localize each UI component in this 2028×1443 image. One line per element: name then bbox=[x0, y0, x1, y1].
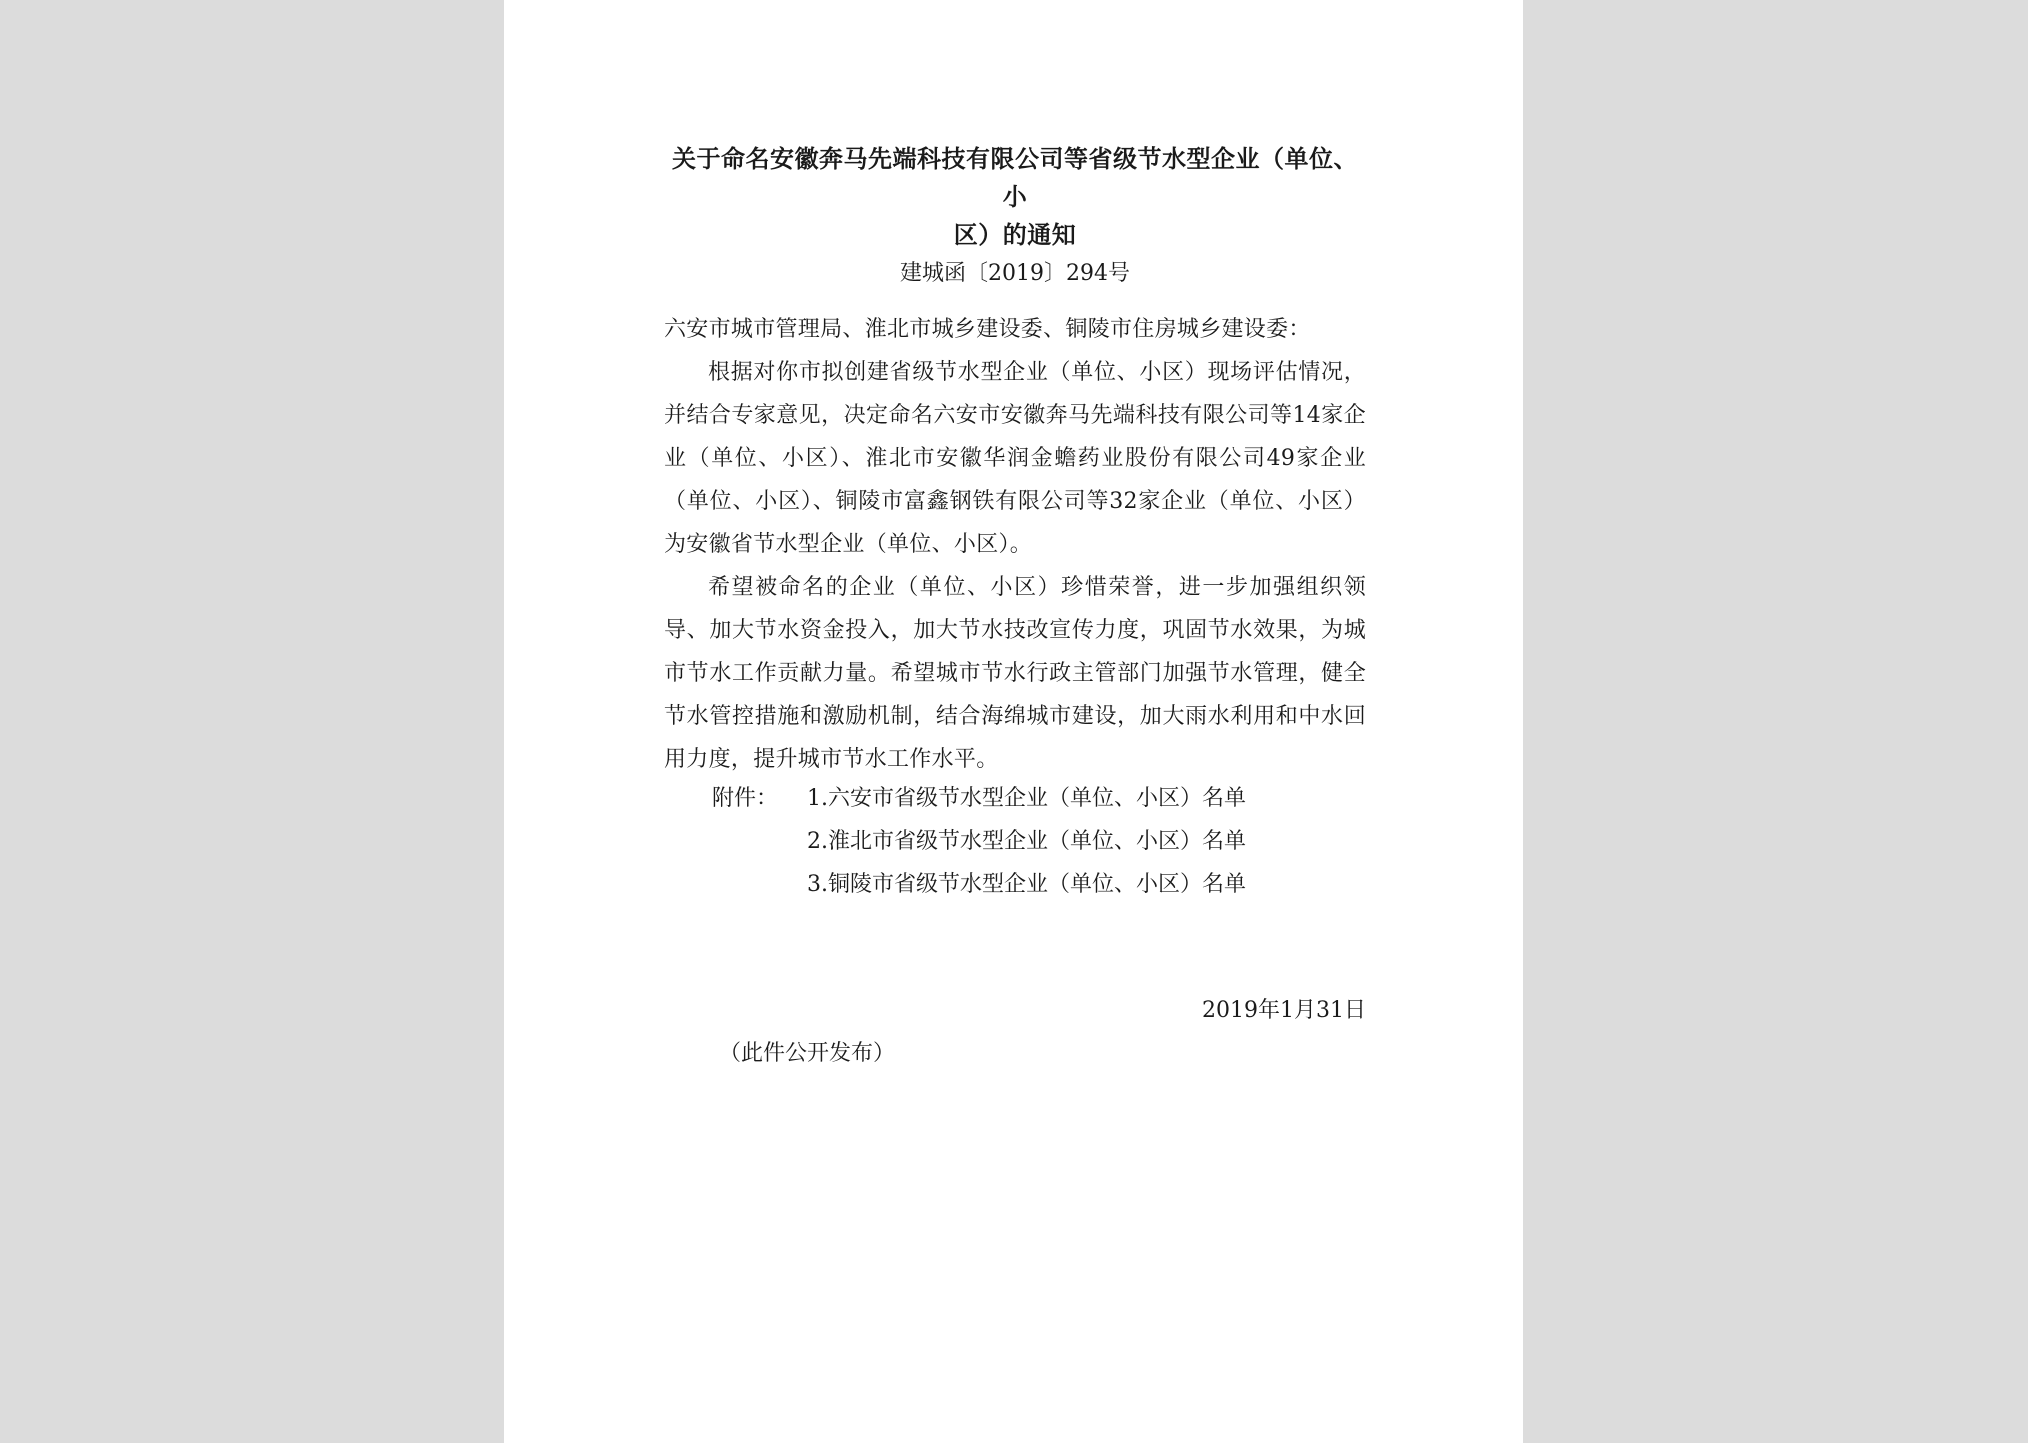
document-page bbox=[504, 0, 1523, 1443]
publication-note: （此件公开发布） bbox=[719, 1041, 896, 1066]
attachment-text: 2.淮北市省级节水型企业（单位、小区）名单 bbox=[807, 829, 1246, 854]
document-number: 建城函〔2019〕294号 bbox=[900, 261, 1130, 286]
attachment-item bbox=[712, 863, 1366, 906]
title-line-1: 关于命名安徽奔马先端科技有限公司等省级节水型企业（单位、小 bbox=[672, 144, 1358, 211]
attachment-item bbox=[712, 777, 1366, 820]
paragraph: 希望被命名的企业（单位、小区）珍惜荣誉，进一步加强组织领导、加大节水资金投入，加大节水技改宣传力度，巩固节水效果，为城市节水工作贡献力量。希望城市节水行政主管部门加强节水管理，健全节水管控措施和激励机制，结合海绵城市建设，加大雨水利用和中水回用力度，提升城市节水工作水平。 bbox=[664, 575, 1366, 772]
attachment-spacer bbox=[712, 820, 807, 863]
title-line-2: 区）的通知 bbox=[953, 220, 1077, 249]
document-title bbox=[664, 140, 1366, 254]
attachment-text: 3.铜陵市省级节水型企业（单位、小区）名单 bbox=[807, 872, 1246, 897]
paragraph: 根据对你市拟创建省级节水型企业（单位、小区）现场评估情况，并结合专家意见，决定命名六安市安徽奔马先端科技有限公司等14家企业（单位、小区）、淮北市安徽华润金蟾药业股份有限公司49家企业（单位、小区）、铜陵市富鑫钢铁有限公司等32家企业（单位、小区）为安徽省节水型企业（单位、小区）。 bbox=[664, 360, 1366, 557]
attachment-text: 1.六安市省级节水型企业（单位、小区）名单 bbox=[807, 786, 1246, 811]
addressee: 六安市城市管理局、淮北市城乡建设委、铜陵市住房城乡建设委： bbox=[664, 317, 1311, 342]
attachments-list bbox=[712, 777, 1366, 906]
issue-date: 2019年1月31日 bbox=[1202, 998, 1366, 1023]
attachment-item bbox=[712, 820, 1366, 863]
attachment-spacer bbox=[712, 863, 807, 906]
attachments-label: 附件： bbox=[712, 786, 779, 811]
body-paragraphs bbox=[664, 351, 1366, 781]
